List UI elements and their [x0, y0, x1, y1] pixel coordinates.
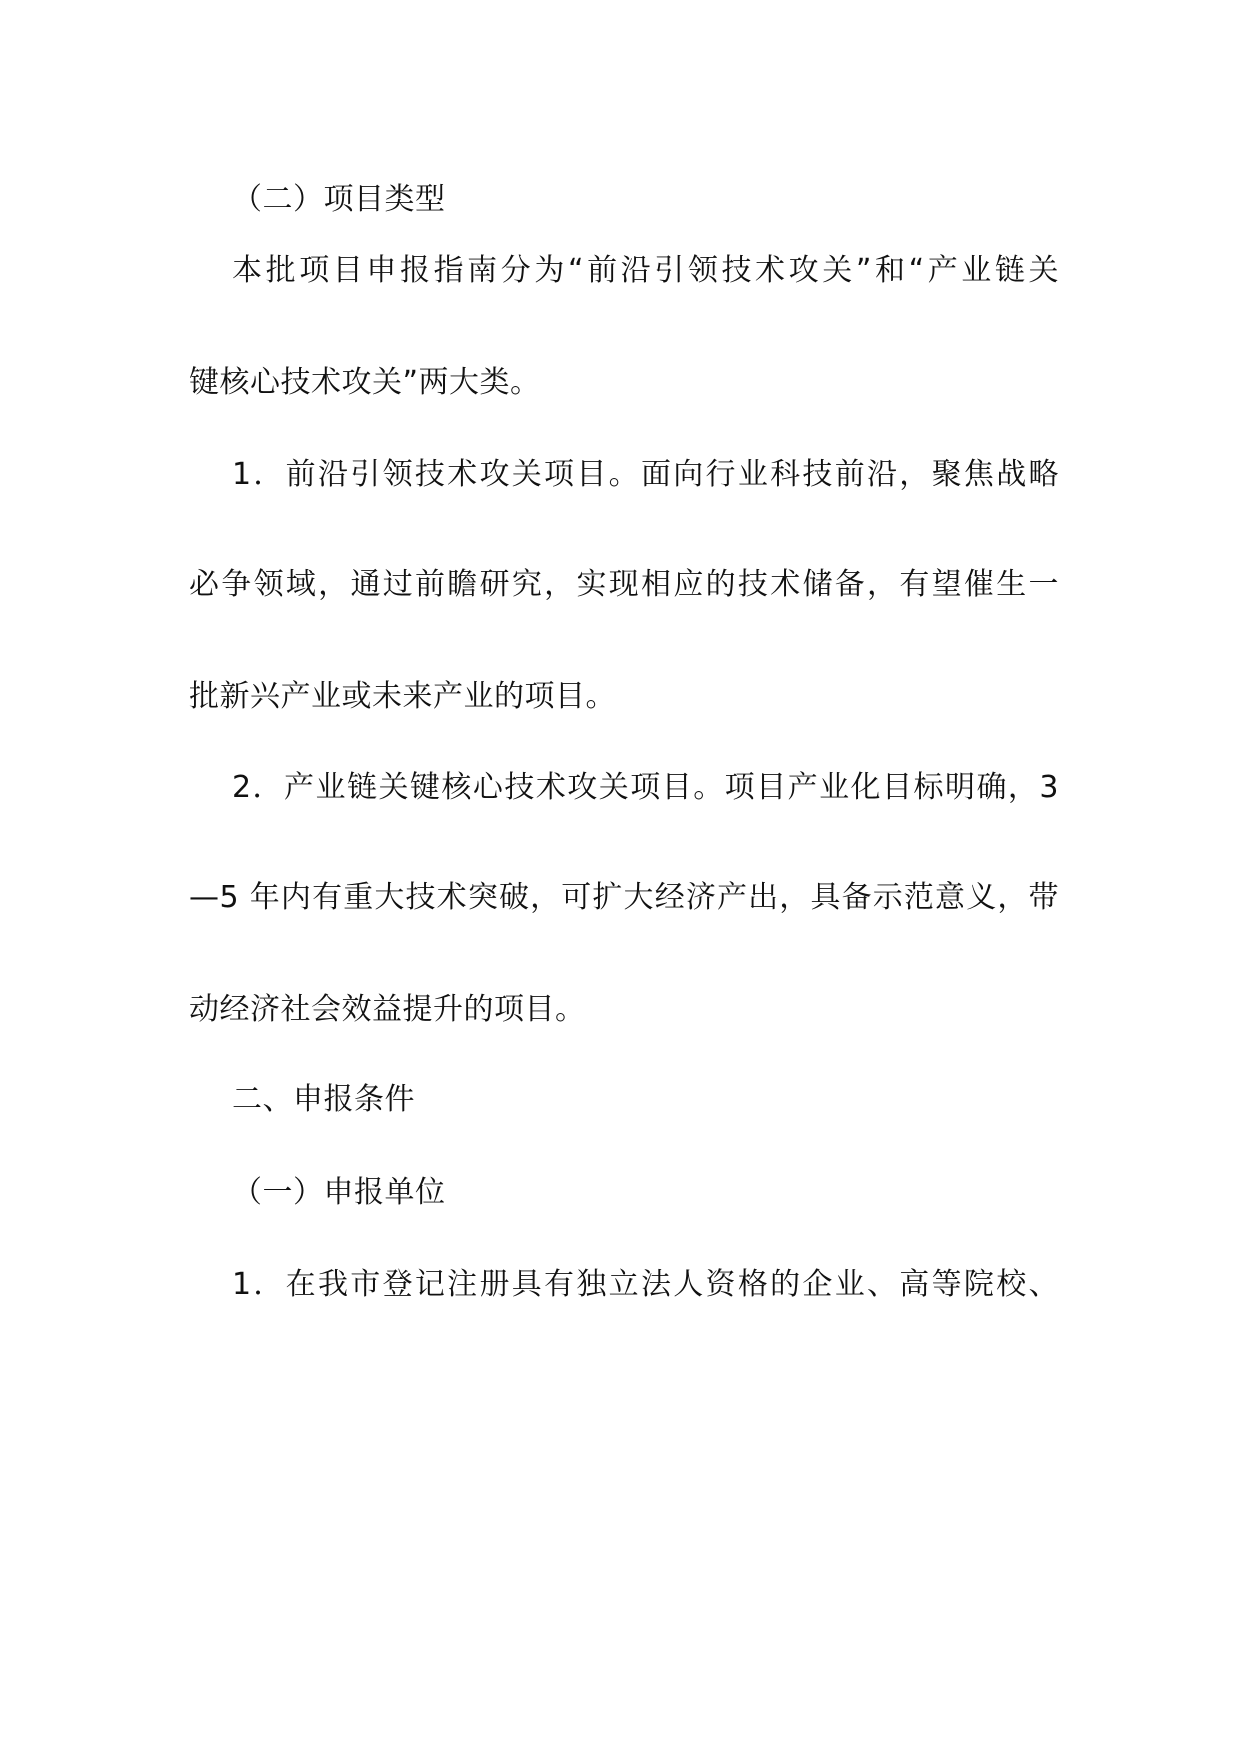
item-1-line-3: 批新兴产业或未来产业的项目。 [189, 679, 616, 714]
section-heading-project-types: （二）项目类型 [232, 182, 446, 217]
paragraph-intro-line-1: 本批项目申报指南分为“前沿引领技术攻关”和“产业链关 [232, 253, 1059, 288]
item-1-line-2: 必争领域，通过前瞻研究，实现相应的技术储备，有望催生一 [189, 567, 1059, 602]
item-2-line-1: 2．产业链关键核心技术攻关项目。项目产业化目标明确，3 [232, 770, 1059, 805]
section-heading-applicant-units: （一）申报单位 [232, 1175, 446, 1210]
condition-1-line-1: 1．在我市登记注册具有独立法人资格的企业、高等院校、 [232, 1267, 1059, 1302]
item-2-line-2: —5 年内有重大技术突破，可扩大经济产出，具备示范意义，带 [189, 880, 1059, 915]
chapter-heading-application-conditions: 二、申报条件 [232, 1082, 415, 1117]
item-2-line-3: 动经济社会效益提升的项目。 [189, 992, 586, 1027]
item-1-line-1: 1．前沿引领技术攻关项目。面向行业科技前沿，聚焦战略 [232, 457, 1059, 492]
paragraph-intro-line-2: 键核心技术攻关”两大类。 [189, 365, 541, 400]
